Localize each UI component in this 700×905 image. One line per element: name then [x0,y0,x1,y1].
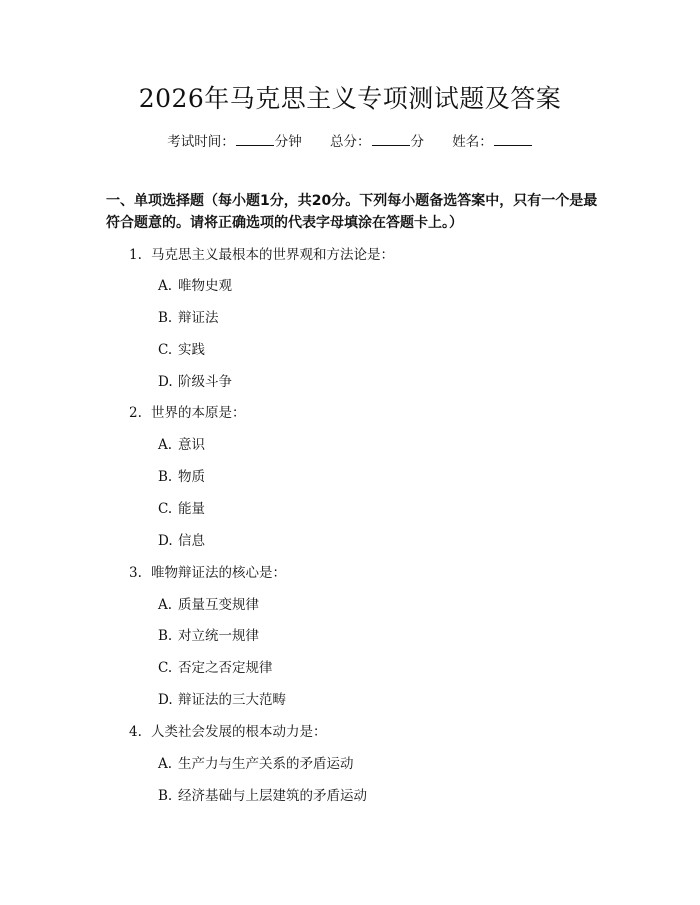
option-text: 经济基础与上层建筑的矛盾运动 [178,788,367,804]
option-letter: C. [158,342,173,358]
answer-option [158,659,273,677]
document-title: 2026年马克思主义专项测试题及答案 [138,84,562,113]
option-text: 唯物史观 [178,278,232,294]
question-number: 1. [129,247,142,263]
total-score-label: 总分： [330,134,371,150]
option-text: 辩证法 [178,310,219,326]
option-letter: A. [158,597,173,613]
option-text: 阶级斗争 [178,374,232,390]
question-text: 马克思主义最根本的世界观和方法论是： [151,247,394,263]
option-text: 辩证法的三大范畴 [178,692,286,708]
option-letter: D. [158,533,173,549]
option-letter: B. [158,788,173,804]
question-number: 3. [129,565,142,581]
exam-time-blank [236,132,274,146]
answer-option [158,277,232,295]
question-stem [129,246,394,264]
question-number: 2. [129,405,142,421]
answer-option [158,532,205,550]
answer-option [158,500,205,518]
student-name-blank [494,132,532,146]
option-text: 质量互变规律 [178,597,259,613]
answer-option [158,341,205,359]
student-name-group [452,132,533,151]
option-letter: A. [158,278,173,294]
total-score-unit: 分 [410,134,424,150]
option-letter: C. [158,660,173,676]
option-letter: A. [158,756,173,772]
answer-option [158,627,259,645]
option-text: 生产力与生产关系的矛盾运动 [178,756,354,772]
option-letter: D. [158,692,173,708]
exam-info-line [0,132,700,151]
option-letter: A. [158,437,173,453]
option-text: 否定之否定规律 [178,660,273,676]
question-text: 唯物辩证法的核心是： [151,565,286,581]
question-stem [129,404,246,422]
answer-option [158,596,259,614]
exam-time-label: 考试时间： [167,134,235,150]
answer-option [158,691,286,709]
answer-option [158,755,354,773]
option-text: 能量 [178,501,205,517]
exam-time-group [167,132,302,151]
question-stem [129,564,286,582]
question-text: 世界的本原是： [151,405,246,421]
option-text: 对立统一规律 [178,628,259,644]
option-text: 实践 [178,342,205,358]
student-name-label: 姓名： [452,134,493,150]
exam-time-unit: 分钟 [274,134,302,150]
option-letter: B. [158,310,173,326]
option-text: 意识 [178,437,205,453]
option-text: 物质 [178,469,205,485]
answer-option [158,373,232,391]
option-letter: C. [158,501,173,517]
total-score-blank [372,132,410,146]
answer-option [158,468,205,486]
option-text: 信息 [178,533,205,549]
option-letter: B. [158,628,173,644]
question-number: 4. [129,724,142,740]
option-letter: B. [158,469,173,485]
question-stem [129,723,327,741]
option-letter: D. [158,374,173,390]
answer-option [158,436,205,454]
total-score-group [330,132,424,151]
question-text: 人类社会发展的根本动力是： [151,724,327,740]
section-heading: 一、单项选择题（每小题1分，共20分。下列每小题备选答案中，只有一个是最符合题意的。请将正确选项的代表字母填涂在答题卡上。） [106,193,598,231]
answer-option [158,787,367,805]
answer-option [158,309,219,327]
